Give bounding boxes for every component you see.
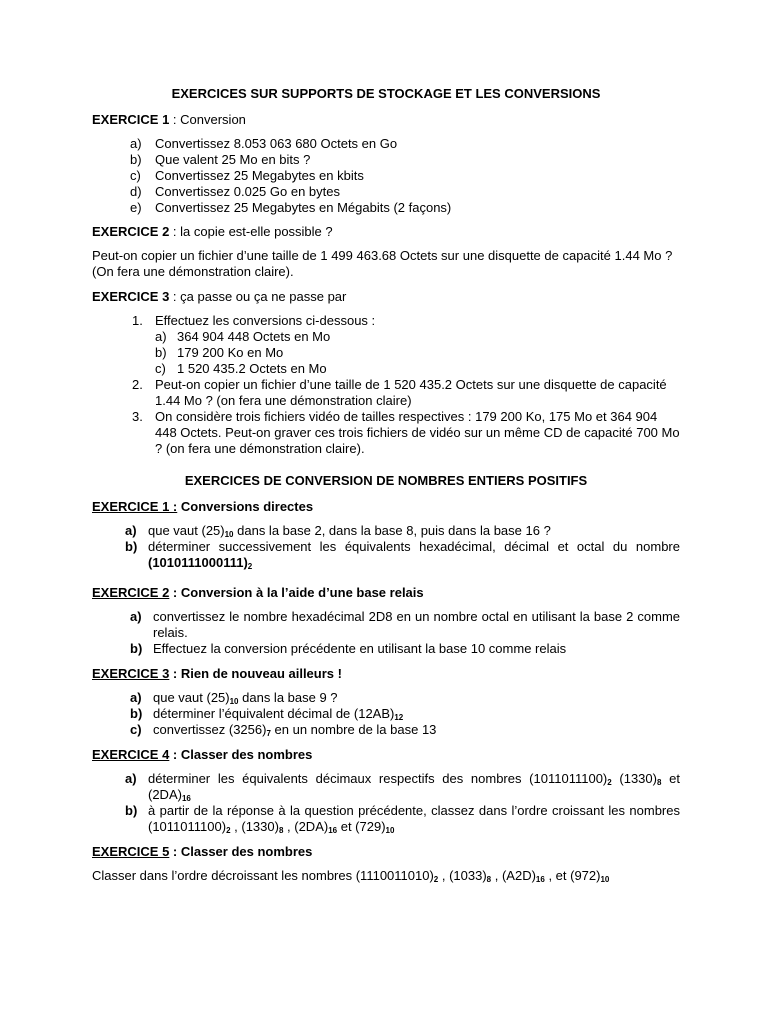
item-marker: e) [130,200,142,215]
item-marker: b) [130,152,142,167]
item-text: dans la base 2, dans la base 8, puis dans la base 16 ? [233,523,551,538]
item-text: convertissez le nombre hexadécimal 2D8 en un nombre octal en utilisant la base 2 comme relais. [153,609,680,640]
item-text: Que valent 25 Mo en bits ? [155,152,311,167]
item-text: et (2DA) [148,771,680,802]
item-marker: 1. [132,313,143,328]
base-subscript: 16 [535,875,545,884]
exercise-label: EXERCICE 2 [92,585,170,600]
base-subscript: 8 [656,778,662,787]
exercise-label: EXERCICE 1 [92,112,170,127]
item-text: déterminer les équivalents décimaux respectifs des nombres (1011011100) [148,771,608,786]
paragraph-text: , et (972) [544,868,601,883]
exercise-heading [92,112,680,128]
exercise-heading [92,585,680,601]
exercise-label: EXERCICE 1 : [92,499,178,514]
base-subscript: 16 [328,826,338,835]
list-item [92,539,680,571]
base-subscript: 10 [229,697,239,706]
item-marker: a) [130,609,142,624]
list-item [92,523,680,539]
item-marker: b) [125,803,138,818]
number-value: (1010111000111) [148,555,248,570]
item-marker: b) [130,641,143,656]
exercise-paragraph: Peut-on copier un fichier d’une taille de 1 499 463.68 Octets sur une disquette de capacité 1.44 Mo ? (On fera une démonstration claire). [92,248,673,279]
item-marker: c) [130,722,142,737]
sub-list [155,329,680,377]
base-subscript: 2 [607,778,612,787]
list-item [92,136,680,152]
item-text: 179 200 Ko en Mo [177,345,284,360]
list-item [155,345,680,361]
item-text: 364 904 448 Octets en Mo [177,329,331,344]
item-text: 1 520 435.2 Octets en Mo [177,361,327,376]
list-item [92,168,680,184]
exercise-label: EXERCICE 4 [92,747,170,762]
exercise-subtitle: : ça passe ou ça ne passe par [169,289,347,304]
list-item [92,609,680,641]
base-subscript: 2 [247,562,253,571]
item-text: Peut-on copier un fichier d’une taille de 1 520 435.2 Octets sur une disquette de capacité 1.44 Mo ? (on fera une démonstration claire) [155,377,667,408]
paragraph-text: , (A2D) [491,868,536,883]
base-subscript: 7 [266,729,271,738]
base-subscript: 12 [394,713,404,722]
item-marker: b) [130,706,143,721]
item-text: Convertissez 25 Megabytes en kbits [155,168,364,183]
exercise-label: EXERCICE 5 [92,844,170,859]
base-subscript: 16 [181,794,191,803]
item-text: que vaut (25) [148,523,225,538]
exercise-subtitle: : la copie est-elle possible ? [169,224,333,239]
item-marker: c) [155,361,166,376]
item-marker: d) [130,184,142,199]
exercise-list [92,771,680,835]
item-text: (1330) [611,771,657,786]
list-item [92,184,680,200]
list-item [92,641,680,657]
list-item [92,803,680,835]
exercise-subtitle: : Classer des nombres [169,747,313,762]
item-text: Convertissez 0.025 Go en bytes [155,184,340,199]
exercise-heading [92,747,680,763]
item-text: On considère trois fichiers vidéo de tailles respectives : 179 200 Ko, 175 Mo et 364 904 448 Octets. Peut-on graver ces trois fichiers de vidéo sur un même CD de capacité 700 Mo ? (on fera une démonstration claire). [155,409,680,456]
base-subscript: 8 [486,875,492,884]
exercise-list [92,523,680,571]
item-text: en un nombre de la base 13 [270,722,437,737]
item-marker: a) [130,690,142,705]
item-marker: 2. [132,377,143,392]
item-marker: a) [125,771,137,786]
base-subscript: 10 [224,530,234,539]
item-text: Effectuez les conversions ci-dessous : [155,313,376,328]
page-title: EXERCICES SUR SUPPORTS DE STOCKAGE ET LES CONVERSIONS [171,86,601,101]
exercise-label: EXERCICE 3 [92,289,170,304]
item-marker: c) [130,168,141,183]
item-text: dans la base 9 ? [238,690,338,705]
section-title: EXERCICES DE CONVERSION DE NOMBRES ENTIERS POSITIFS [184,473,588,488]
base-subscript: 2 [433,875,439,884]
item-marker: a) [130,136,142,151]
numbered-list [92,313,680,457]
item-marker: 3. [132,409,143,424]
item-text: que vaut (25) [153,690,230,705]
exercise-heading [92,289,680,305]
base-subscript: 8 [278,826,284,835]
item-text: déterminer successivement les équivalents hexadécimal, décimal et octal du nombre [148,539,680,554]
base-subscript: 10 [600,875,610,884]
exercise-heading [92,844,680,860]
item-text: , (2DA) [283,819,329,834]
item-text: et (729) [337,819,386,834]
item-text: Effectuez la conversion précédente en utilisant la base 10 comme relais [153,641,567,656]
item-text: Convertissez 25 Megabytes en Mégabits (2 façons) [155,200,452,215]
item-text: convertissez (3256) [153,722,267,737]
list-item [92,377,680,409]
item-marker: a) [155,329,167,344]
exercise-paragraph [92,868,680,884]
exercise-label: EXERCICE 2 [92,224,170,239]
list-item [92,706,680,722]
document-page [92,86,680,893]
list-item [92,152,680,168]
exercise-label: EXERCICE 3 [92,666,170,681]
paragraph-text: Classer dans l’ordre décroissant les nombres (1110011010) [92,868,434,883]
exercise-heading [92,499,680,515]
exercise-subtitle: : Rien de nouveau ailleurs ! [169,666,342,681]
list-item [92,771,680,803]
base-subscript: 10 [385,826,395,835]
exercise-list [92,690,680,738]
item-text: , (1330) [230,819,279,834]
exercise-heading [92,224,680,240]
exercise-subtitle: : Conversion à la l’aide d’une base relais [169,585,424,600]
list-item [92,200,680,216]
item-marker: b) [125,539,138,554]
list-item [155,361,680,377]
exercise-list [92,609,680,657]
list-item [92,690,680,706]
list-item [92,313,680,377]
base-subscript: 2 [226,826,231,835]
exercise-heading [92,666,680,682]
exercise-subtitle: Conversions directes [177,499,314,514]
item-marker: b) [155,345,167,360]
list-item [92,409,680,457]
item-text: déterminer l’équivalent décimal de (12AB) [153,706,395,721]
exercise-subtitle: : Conversion [169,112,246,127]
exercise-list [92,136,680,216]
exercise-subtitle: : Classer des nombres [169,844,313,859]
list-item [92,722,680,738]
item-text: Convertissez 8.053 063 680 Octets en Go [155,136,398,151]
item-marker: a) [125,523,137,538]
paragraph-text: , (1033) [438,868,487,883]
item-text: à partir de la réponse à la question précédente, classez dans l’ordre croissant les nombres (1011011100) [148,803,680,834]
list-item [155,329,680,345]
